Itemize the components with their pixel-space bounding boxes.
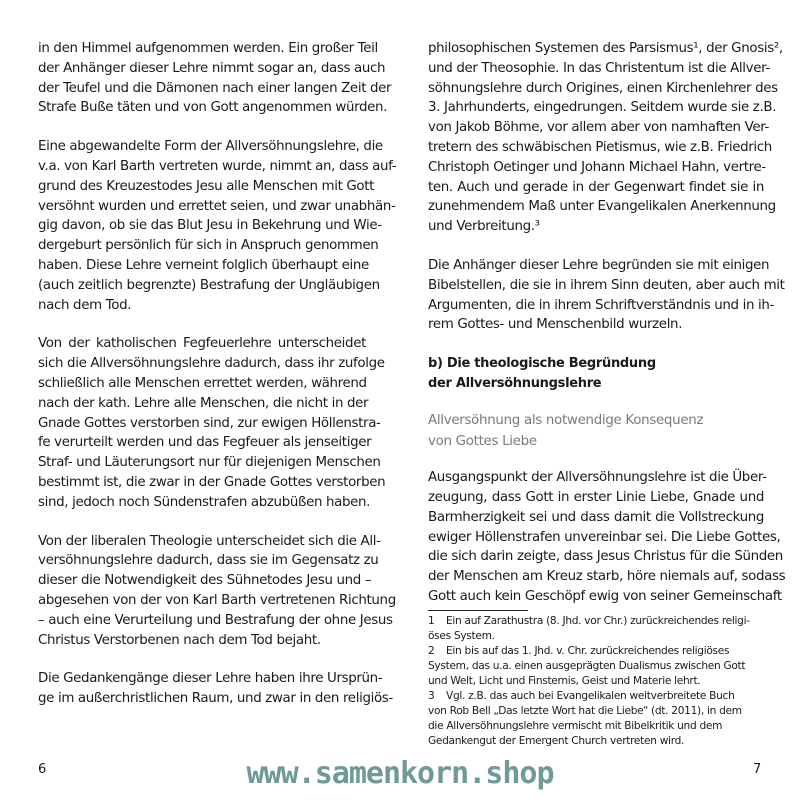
footnote-separator [428,610,528,611]
text-line: 3. Jahrhunderts, eingedrungen. Seitdem wurde sie z.B. [428,100,777,116]
text-line: Gnade Gottes verstorben sind, zur ewigen Höllenstra- [38,415,381,431]
text-line: ewiger Höllenstrafen unvereinbar sei. Die Liebe Gottes, [428,529,781,545]
text-line: schließlich alle Menschen errettet werden, während [38,375,367,391]
text-line: der Anhänger dieser Lehre nimmt sogar an, dass auch [38,60,386,76]
text-line: sind, jedoch noch Sündenstrafen abzubüßen haben. [38,494,371,510]
paragraph [38,334,386,512]
paragraph [38,669,393,709]
text-line: söhnungslehre durch Origines, einen Kirchenlehrer des [428,80,778,96]
text-line: in den Himmel aufgenommen werden. Ein großer Teil [38,41,378,56]
text-line: zeugung, dass Gott in erster Linie Liebe, Gnade und [428,489,764,505]
section-subheading [428,410,764,452]
footnote-text: Ein bis auf das 1. Jhd. v. Chr. zurückreichendes religiöses [446,645,730,657]
text-line: abgesehen von der von Karl Barth vertretenen Richtung [38,592,396,608]
text-line: haben. Diese Lehre verneint folglich überhaupt eine [38,257,369,273]
text-line: philosophischen Systemen des Parsismus¹, der Gnosis², [428,41,783,56]
footnote-text: Ein auf Zarathustra (8. Jhd. vor Chr.) zurückreichendes religi- [446,615,750,627]
text-line: der Teufel und die Dämonen nach einer langen Zeit der [38,80,392,96]
footnote-number: 2 [428,645,435,657]
footnote-line [428,689,768,704]
paragraph [428,39,783,237]
footnote-number: 1 [428,615,435,627]
paragraph [38,137,397,315]
text-line: Christoph Oetinger und Johann Michael Hahn, vertre- [428,159,766,175]
footnote-line [428,629,768,644]
text-line: nach dem Tod. [38,297,132,313]
footnotes [428,614,768,749]
text-line: Argumenten, die in ihrem Schriftverständnis und in ih- [428,297,774,313]
text-line: von Jakob Böhme, vor allem aber von namhaften Ver- [428,120,770,136]
footnote-text: System, das u.a. einen ausgeprägten Dualismus zwischen Gott [428,660,746,672]
right-page-column [428,39,786,626]
text-line: Strafe Buße täten und von Gott angenommen würden. [38,100,388,116]
text-line: fe verurteilt werden und das Fegfeuer als jenseitiger [38,435,372,451]
footnote-text: öses System. [428,630,495,642]
text-line: Christus Verstorbenen nach dem Tod bejaht. [38,632,321,648]
text-line: Straf- und Läuterungsort nur für diejenigen Menschen [38,455,381,471]
text-line: tretern des schwäbischen Pietismus, wie z.B. Friedrich [428,139,772,155]
paragraph [428,468,786,607]
footnote-line [428,614,768,629]
paragraph [428,256,785,335]
text-line: Von der katholischen Fegfeuerlehre unterscheidet [38,336,366,352]
footnote-text: Gedankengut der Emergent Church vertreten wird. [428,735,685,747]
footnote-line [428,674,768,689]
text-line: und der Theosophie. In das Christentum ist die Allver- [428,60,770,76]
text-line: Die Anhänger dieser Lehre begründen sie mit einigen [428,257,770,273]
text-line: grund des Kreuzestodes Jesu alle Menschen mit Gott [38,178,375,194]
section-heading-line: b) Die theologische Begründung [428,356,656,372]
section-subheading-line: Allversöhnung als notwendige Konsequenz [428,413,704,429]
footnote-text: die Allversöhnungslehre vermischt mit Bibelkritik und dem [428,720,723,732]
text-line: bestimmt ist, die zwar in der Gnade Gottes verstorben [38,474,386,490]
paragraph [38,532,396,651]
text-line: Von der liberalen Theologie unterscheidet sich die All- [38,533,381,549]
text-line: dergeburt persönlich für sich in Anspruch genommen [38,238,379,254]
text-line: versöhnt wurden und errettet seien, und zwar unabhän- [38,198,396,214]
text-line: Eine abgewandelte Form der Allversöhnungslehre, die [38,139,383,155]
watermark: www.samenkorn.shop [246,756,554,791]
text-line: versöhnungslehre dadurch, dass sie im Gegensatz zu [38,553,379,569]
text-line: sich die Allversöhnungslehre dadurch, dass ihr zufolge [38,356,385,372]
text-line: rem Gottes- und Menschenbild wurzeln. [428,317,683,333]
text-line: ge im außerchristlichen Raum, und zwar in den religiös- [38,691,393,707]
paragraph [38,39,392,118]
text-line: und Verbreitung.³ [428,219,540,235]
section-heading-line: der Allversöhnungslehre [428,376,602,392]
footnote-text: Vgl. z.B. das auch bei Evangelikalen weitverbreitete Buch [446,690,735,702]
text-line: v.a. von Karl Barth vertreten wurde, nimmt an, dass auf- [38,158,397,174]
footnote-text: von Rob Bell „Das letzte Wort hat die Liebe" (dt. 2011), in dem [428,705,742,717]
text-line: zunehmendem Maß unter Evangelikalen Anerkennung [428,199,776,215]
left-page-column [38,39,397,728]
text-line: ten. Auch und gerade in der Gegenwart findet sie in [428,179,764,195]
text-line: die sich darin zeigte, dass Jesus Christus für die Sünden [428,549,783,565]
footnote-number: 3 [428,690,435,702]
text-line: Die Gedankengänge dieser Lehre haben ihre Ursprün- [38,671,383,687]
text-line: gig davon, ob sie das Blut Jesu in Bekehrung und Wie- [38,218,382,234]
text-line: Bibelstellen, die sie in ihrem Sinn deuten, aber auch mit [428,277,785,293]
footnote-text: und Welt, Licht und Finsternis, Geist und Materie lehrt. [428,675,701,687]
text-line: Gott auch kein Geschöpf ewig von seiner Gemeinschaft [428,588,782,604]
text-line: (auch zeitlich begrenzte) Bestrafung der Ungläubigen [38,277,380,293]
text-line: dieser die Notwendigkeit des Sühnetodes Jesu und – [38,573,372,589]
footnote-line [428,704,768,719]
text-line: – auch eine Verurteilung und Bestrafung der ohne Jesus [38,612,393,628]
text-line: Barmherzigkeit sei und dass damit die Vollstreckung [428,509,764,525]
footnote-line [428,719,768,734]
section-subheading-line: von Gottes Liebe [428,434,537,450]
page-number-left: 6 [38,762,47,777]
section-heading [428,354,764,394]
page-number-right: 7 [753,762,762,777]
footnote-line [428,734,768,749]
footnote-line [428,644,768,659]
text-line: nach der kath. Lehre alle Menschen, die nicht in der [38,395,369,411]
footnote-line [428,659,768,674]
text-line: der Menschen am Kreuz starb, höre niemals auf, sodass [428,569,786,585]
text-line: Ausgangspunkt der Allversöhnungslehre ist die Über- [428,470,767,486]
